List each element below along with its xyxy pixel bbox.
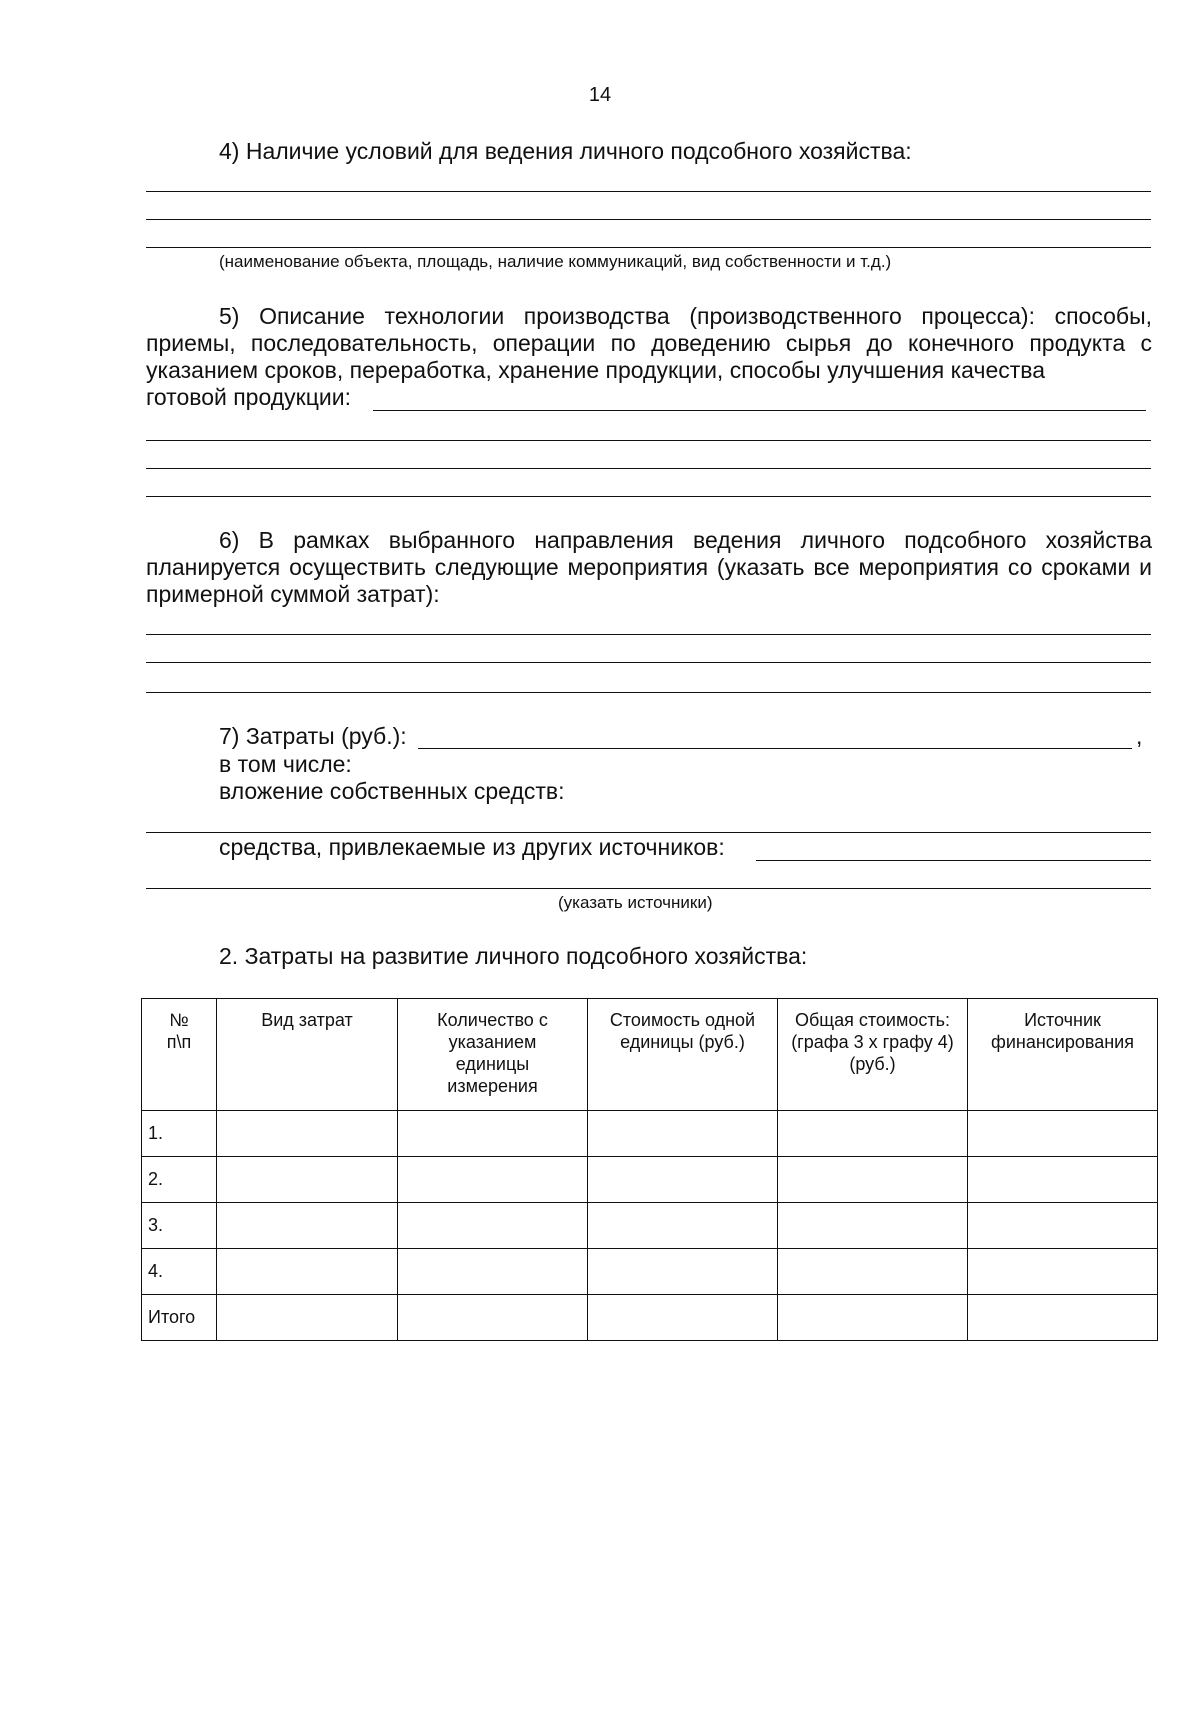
costs-fill-line[interactable] [418, 748, 1132, 749]
sources-caption: (указать источники) [558, 893, 713, 912]
fill-line[interactable] [146, 662, 1151, 663]
column-header [398, 999, 588, 1111]
section4-heading: 4) Наличие условий для ведения личного подсобного хозяйства: [219, 138, 912, 164]
table-heading: 2. Затраты на развитие личного подсобного хозяйства: [219, 943, 808, 969]
section5-last-line: готовой продукции: [146, 384, 352, 410]
table-row-total [142, 1295, 1158, 1341]
table-cell[interactable] [588, 1295, 778, 1341]
including-label: в том числе: [219, 751, 352, 777]
fill-line[interactable] [146, 219, 1151, 220]
own-funds-fill-line[interactable] [146, 832, 1151, 833]
row-number-cell: 2. [142, 1157, 217, 1203]
table-cell[interactable] [778, 1157, 968, 1203]
table-cell[interactable] [778, 1203, 968, 1249]
column-header-label: № п\п [166, 1010, 192, 1052]
column-header-label: Источник финансирования [991, 1010, 1134, 1052]
fill-line[interactable] [146, 191, 1151, 192]
fill-line[interactable] [146, 888, 1151, 889]
column-header-label: Вид затрат [261, 1010, 353, 1030]
column-header-label: Количество с указанием единицы измерения [437, 1010, 548, 1096]
own-funds-label: вложение собственных средств: [219, 778, 565, 804]
table-cell[interactable] [217, 1203, 398, 1249]
table-cell[interactable] [968, 1203, 1158, 1249]
table-cell[interactable] [398, 1295, 588, 1341]
fill-line[interactable] [146, 440, 1151, 441]
total-label-cell: Итого [142, 1295, 217, 1341]
table-cell[interactable] [398, 1203, 588, 1249]
fill-line[interactable] [146, 247, 1151, 248]
table-cell[interactable] [778, 1295, 968, 1341]
fill-line[interactable] [146, 692, 1151, 693]
table-cell[interactable] [968, 1249, 1158, 1295]
table-cell[interactable] [968, 1157, 1158, 1203]
column-header [968, 999, 1158, 1111]
column-header-label: Стоимость одной единицы (руб.) [609, 1010, 756, 1052]
table-cell[interactable] [217, 1249, 398, 1295]
row-number-cell: 1. [142, 1111, 217, 1157]
table-cell[interactable] [217, 1111, 398, 1157]
fill-line[interactable] [146, 468, 1151, 469]
table-cell[interactable] [588, 1157, 778, 1203]
column-header-label: Общая стоимость: (графа 3 х графу 4) (руб.) [791, 1010, 954, 1074]
row-number-cell: 4. [142, 1249, 217, 1295]
table-cell[interactable] [398, 1157, 588, 1203]
column-header [217, 999, 398, 1111]
column-header [142, 999, 217, 1111]
costs-comma: , [1136, 723, 1143, 749]
table-row [142, 1111, 1158, 1157]
table-cell[interactable] [778, 1249, 968, 1295]
section4-caption: (наименование объекта, площадь, наличие коммуникаций, вид собственности и т.д.) [219, 252, 892, 271]
table-row [142, 1203, 1158, 1249]
table-cell[interactable] [588, 1249, 778, 1295]
table-cell[interactable] [217, 1157, 398, 1203]
other-sources-label: средства, привлекаемые из других источников: [219, 834, 725, 860]
costs-label: 7) Затраты (руб.): [219, 723, 407, 749]
fill-line[interactable] [373, 410, 1146, 411]
table-cell[interactable] [398, 1249, 588, 1295]
table-cell[interactable] [217, 1295, 398, 1341]
fill-line[interactable] [146, 496, 1151, 497]
table-row [142, 1157, 1158, 1203]
row-number-cell: 3. [142, 1203, 217, 1249]
table-cell[interactable] [588, 1111, 778, 1157]
column-header [588, 999, 778, 1111]
fill-line[interactable] [146, 634, 1151, 635]
table-cell[interactable] [398, 1111, 588, 1157]
table-header-row [142, 999, 1158, 1111]
other-sources-fill-line[interactable] [756, 860, 1151, 861]
column-header [778, 999, 968, 1111]
table-cell[interactable] [588, 1203, 778, 1249]
section6-text: 6) В рамках выбранного направления ведения личного подсобного хозяйства планируется осуществить следующие мероприятия (указать все мероприятия со сроками и примерной суммой затрат): [146, 527, 1152, 607]
table-cell[interactable] [778, 1111, 968, 1157]
costs-table [141, 998, 1158, 1341]
page-number: 14 [588, 84, 612, 106]
table-cell[interactable] [968, 1295, 1158, 1341]
table-row [142, 1249, 1158, 1295]
table-cell[interactable] [968, 1111, 1158, 1157]
section5-text: 5) Описание технологии производства (производственного процесса): способы, приемы, последовательность, операции по доведению сырья до конечного продукта с указанием сроков, переработка, хранение продукции, способы улучшения качества [146, 303, 1152, 383]
